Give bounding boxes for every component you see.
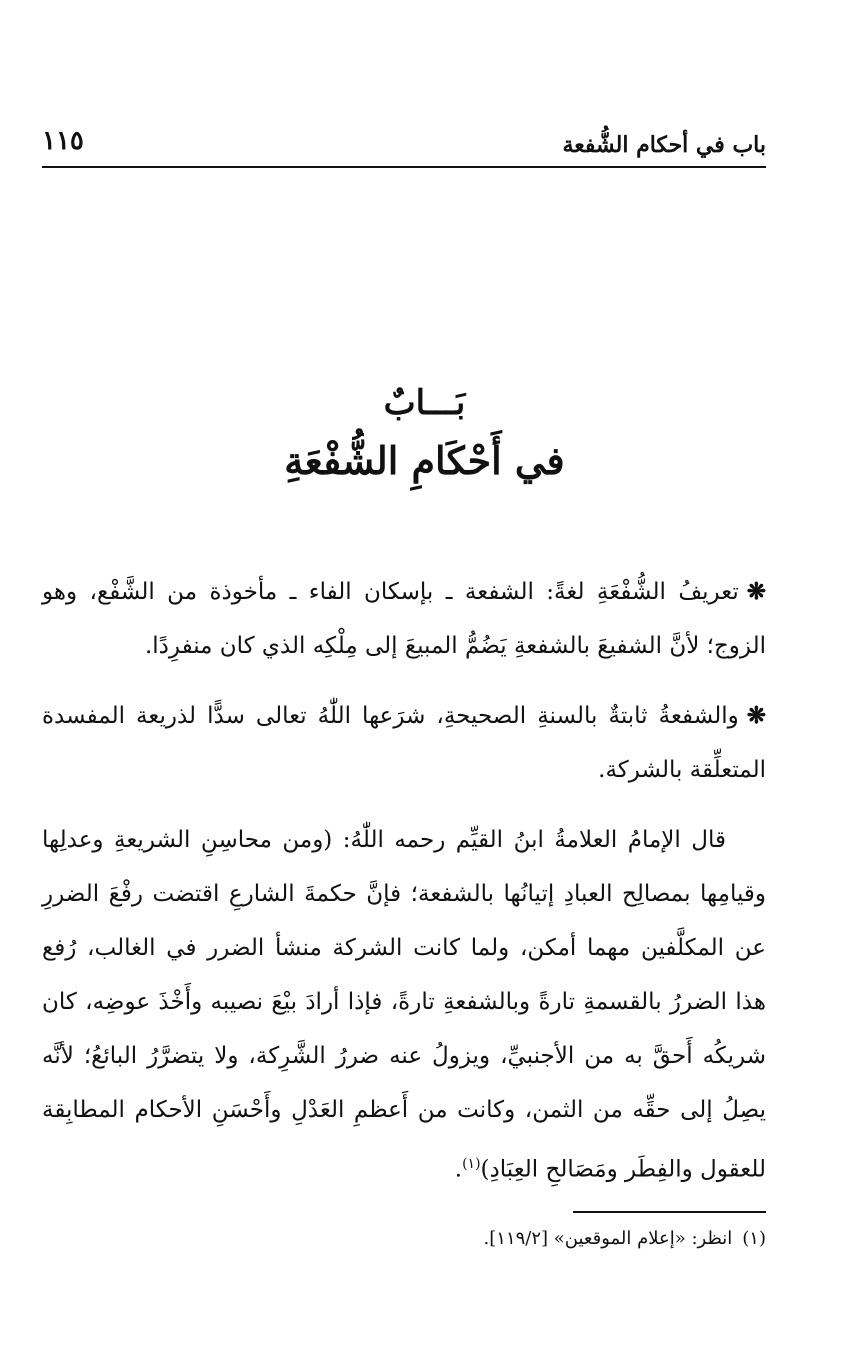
paragraph-quotation — [42, 813, 766, 1197]
paragraph-legitimacy — [42, 689, 766, 797]
footnote — [42, 1222, 766, 1256]
paragraph-text: قال الإمامُ العلامةُ ابنُ القيِّم رحمه اللّٰهُ: (ومن محاسِنِ الشريعةِ وعدلِها وقيامِها بمصالِح العبادِ إتيانُها بالشفعة؛ فإنَّ حكمةَ الشارعِ اقتضت رفْعَ الضررِ عن المكلَّفين مهما أمكن، ولما كانت الشركة منشأ الضرر في الغالب، رُفع هذا الضررُ بالقسمةِ تارةً وبالشفعةِ تارةً، فإذا أرادَ بيْعَ نصيبه وأَخْذَ عوضِه، كان شريكُه أَحقَّ به من الأجنبيِّ، ويزولُ عنه ضررُ الشَّرِكة، ولا يتضرَّرُ البائعُ؛ لأنَّه يصِلُ إلى حقِّه من الثمن، وكانت من أَعظمِ العَدْلِ وأَحْسَنِ الأحكام المطابِقة للعقول والفِطَر ومَصَالحِ العِبَادِ) — [42, 827, 766, 1183]
chapter-title: في أَحْكَامِ الشُّفْعَةِ — [284, 438, 565, 483]
closing-period: . — [454, 1156, 463, 1183]
page-number: ١١٥ — [42, 126, 84, 156]
header-divider — [42, 166, 766, 168]
paragraph-text: والشفعةُ ثابتةٌ بالسنةِ الصحيحةِ، شرَعها اللّٰهُ تعالى سدًّا لذريعة المفسدة المتعلِّقة بالشركة. — [42, 703, 766, 783]
footnote-marker: (١) — [742, 1228, 766, 1249]
asterisk-bullet-icon: ❋ — [746, 702, 766, 729]
paragraph-text: تعريفُ الشُّفْعَةِ لغةً: الشفعة ـ بإسكان الفاء ـ مأخوذة من الشَّفْع، وهو الزوج؛ لأنَّ الشفيعَ بالشفعةِ يَضُمُّ المبيعَ إلى مِلْكِه الذي كان منفرِدًا. — [42, 579, 766, 659]
footnote-divider — [573, 1211, 766, 1213]
footnote-text: انظر: «إعلام الموقعين» [١١٩/٢]. — [483, 1228, 733, 1249]
chapter-label: بَـــابٌ — [383, 383, 466, 423]
running-header — [42, 118, 766, 164]
asterisk-bullet-icon: ❋ — [746, 578, 766, 605]
header-title: باب في أحكام الشُّفعة — [562, 132, 766, 158]
body-text — [42, 565, 766, 1213]
footnote-reference: (١) — [462, 1156, 481, 1172]
paragraph-definition — [42, 565, 766, 673]
